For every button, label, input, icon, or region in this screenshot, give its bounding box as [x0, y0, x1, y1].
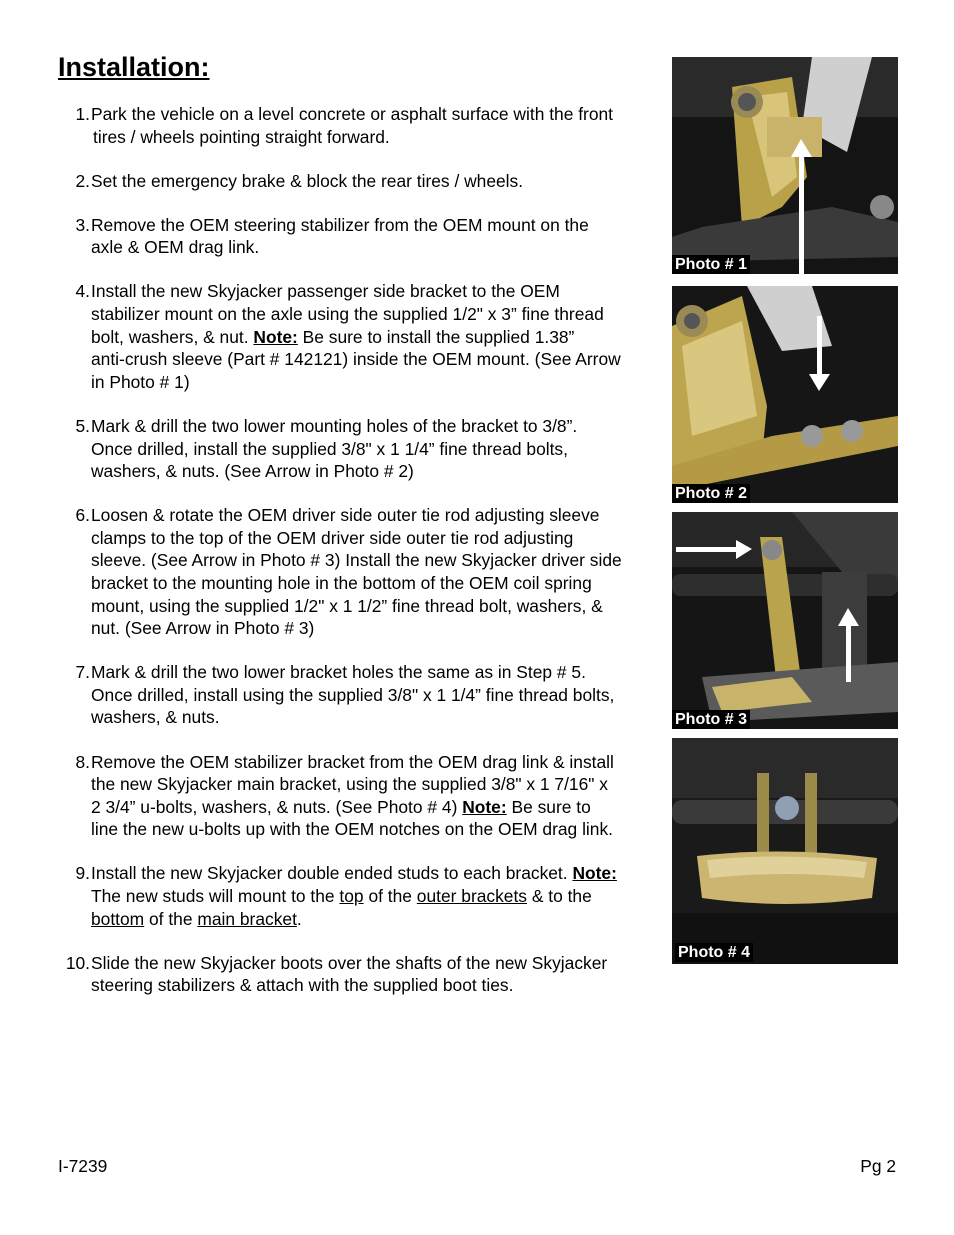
page-number: Pg 2: [860, 1156, 896, 1176]
photo-2-image: [672, 286, 898, 503]
document-id: I-7239: [58, 1156, 108, 1176]
step-text: Remove the OEM stabilizer bracket from the OEM drag link & install: [91, 751, 614, 772]
page-title: Installation:: [58, 52, 210, 82]
photo-4: [672, 738, 898, 964]
step-number: 6.: [75, 505, 90, 526]
photo-caption: Photo # 2: [672, 484, 750, 503]
step-text: clamps to the top of the OEM driver side outer tie rod adjusting: [91, 527, 574, 548]
step-text: Once drilled, install the supplied 3/8" x 1 1/4” fine thread bolts,: [91, 438, 568, 459]
photo-1: [672, 57, 898, 274]
step-number: 7.: [75, 662, 90, 683]
photo-caption: Photo # 3: [672, 710, 750, 729]
step-2: [56, 170, 671, 193]
step-number: 4.: [75, 281, 90, 302]
step-text: tires / wheels pointing straight forward.: [93, 126, 390, 147]
step-text: washers, & nuts.: [91, 707, 220, 728]
photo-4-image: [672, 738, 898, 964]
note-label: Note:: [572, 863, 617, 884]
step-text: Mark & drill the two lower mounting holes of the bracket to 3/8”.: [91, 415, 578, 436]
step-10: [56, 952, 671, 997]
step-text: sleeve. (See Arrow in Photo # 3) Install the new Skyjacker driver side: [91, 550, 622, 571]
step-text: bottom of the main bracket.: [91, 908, 302, 929]
step-text: axle & OEM drag link.: [91, 237, 260, 258]
step-text: stabilizer mount on the axle using the supplied 1/2" x 3” fine thread: [91, 304, 604, 325]
step-text: mount, using the supplied 1/2" x 1 1/2” fine thread bolt, washers, &: [91, 595, 603, 616]
step-number: 1.: [75, 104, 90, 124]
step-text: The new studs will mount to the top of the outer brackets & to the: [91, 886, 592, 907]
note-label: Note:: [253, 326, 298, 347]
step-number: 10.: [65, 952, 90, 973]
step-4: [56, 280, 671, 393]
step-text: Park the vehicle on a level concrete or asphalt surface with the front: [91, 104, 613, 124]
step-number: 8.: [75, 751, 90, 772]
step-text: line the new u-bolts up with the OEM notches on the OEM drag link.: [91, 819, 613, 840]
step-number: 9.: [75, 863, 90, 884]
step-1: [56, 103, 671, 148]
step-text: the new Skyjacker main bracket, using the supplied 3/8" x 1 7/16" x: [91, 774, 608, 795]
step-text: anti-crush sleeve (Part # 142121) inside the OEM mount. (See Arrow: [91, 349, 621, 370]
step-text: Loosen & rotate the OEM driver side outer tie rod adjusting sleeve: [91, 505, 600, 526]
step-5: [56, 415, 671, 483]
step-text: 2 3/4” u-bolts, washers, & nuts. (See Photo # 4) Note: Be sure to: [91, 796, 591, 817]
step-text: washers, & nuts. (See Arrow in Photo # 2): [91, 461, 414, 482]
step-number: 5.: [75, 415, 90, 436]
step-text: nut. (See Arrow in Photo # 3): [91, 618, 315, 639]
step-9: [56, 862, 671, 930]
step-text: in Photo # 1): [91, 371, 190, 392]
step-number: 3.: [75, 214, 90, 235]
step-text: Once drilled, install using the supplied 3/8" x 1 1/4” fine thread bolts,: [91, 684, 615, 705]
step-8: [56, 751, 671, 841]
installation-steps: [56, 103, 671, 1018]
step-text: Set the emergency brake & block the rear tires / wheels.: [91, 170, 524, 191]
photo-2: [672, 286, 898, 503]
photo-caption: Photo # 1: [672, 255, 750, 274]
step-text: Install the new Skyjacker passenger side bracket to the OEM: [91, 281, 560, 302]
step-text: Slide the new Skyjacker boots over the shafts of the new Skyjacker: [91, 952, 608, 973]
step-text: bolt, washers, & nut. Note: Be sure to install the supplied 1.38”: [91, 326, 575, 347]
step-text: Install the new Skyjacker double ended studs to each bracket. Note:: [91, 863, 617, 884]
step-6: [56, 504, 671, 640]
step-number: 2.: [75, 170, 90, 191]
step-text: Mark & drill the two lower bracket holes the same as in Step # 5.: [91, 662, 586, 683]
step-text: Remove the OEM steering stabilizer from the OEM mount on the: [91, 214, 589, 235]
step-text: steering stabilizers & attach with the supplied boot ties.: [91, 975, 514, 996]
photo-1-image: [672, 57, 898, 274]
step-7: [56, 661, 671, 729]
photo-3-image: [672, 512, 898, 729]
photo-3: [672, 512, 898, 729]
step-text: bracket to the mounting hole in the bottom of the OEM coil spring: [91, 573, 592, 593]
note-label: Note:: [462, 796, 507, 817]
photo-caption: Photo # 4: [675, 943, 753, 962]
step-3: [56, 214, 671, 259]
